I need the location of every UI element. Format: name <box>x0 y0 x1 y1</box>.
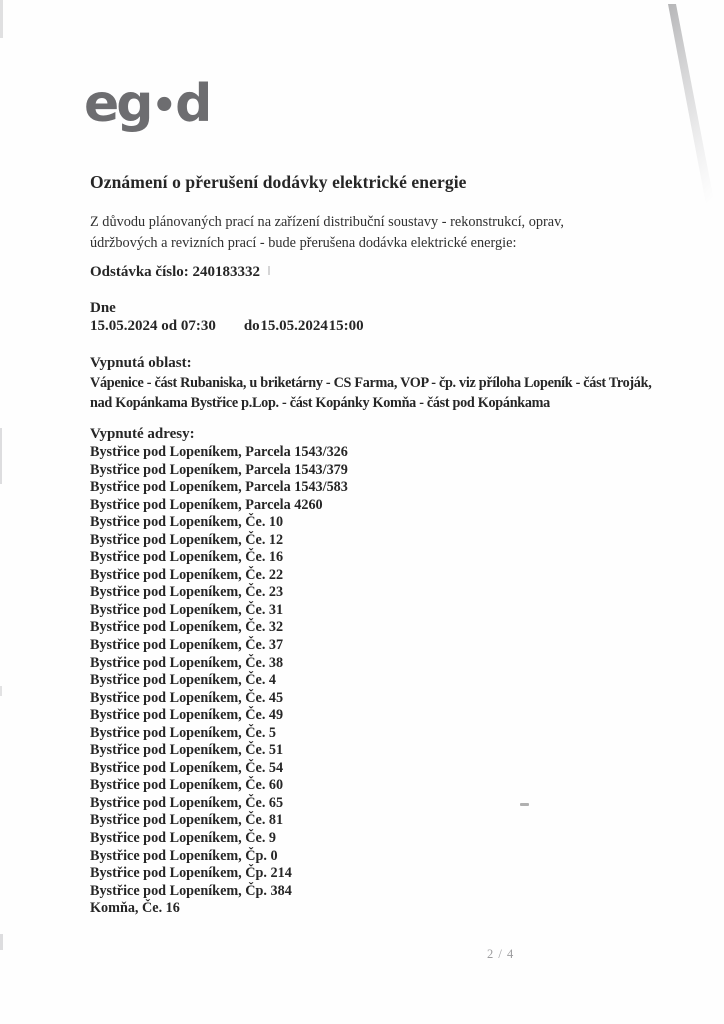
address-item: Bystřice pod Lopeníkem, Če. 37 <box>90 637 284 654</box>
address-item: Bystřice pod Lopeníkem, Če. 9 <box>90 830 277 847</box>
address-item: Bystřice pod Lopeníkem, Če. 10 <box>90 514 284 531</box>
address-item: Bystřice pod Lopeníkem, Če. 81 <box>90 812 284 829</box>
egd-logo <box>84 74 210 134</box>
address-item: Bystřice pod Lopeníkem, Parcela 1543/326 <box>90 444 348 460</box>
address-item: Bystřice pod Lopeníkem, Če. 45 <box>90 689 284 706</box>
page-number: 2 / 4 <box>487 947 515 961</box>
address-item: Bystřice pod Lopeníkem, Če. 4 <box>90 672 277 689</box>
document-title: Oznámení o přerušení dodávky elektrické energie <box>90 172 467 192</box>
intro-paragraph: Z důvodu plánovaných prací na zařízení distribuční soustavy - rekonstrukcí, oprav, údržbových a revizních prací - bude přerušena dodávka elektrické energie: <box>90 214 564 251</box>
affected-area-line: nad Kopánkama Bystřice p.Lop. - část Kopánky Komňa - část pod Kopánkama <box>90 394 550 411</box>
address-item: Bystřice pod Lopeníkem, Če. 16 <box>90 549 284 566</box>
address-item: Bystřice pod Lopeníkem, Parcela 1543/583 <box>90 479 348 496</box>
scan-edge-artifact <box>0 686 2 696</box>
address-item: Bystřice pod Lopeníkem, Če. 5 <box>90 724 277 741</box>
egd-logo-dot-icon: • <box>151 83 175 129</box>
scan-edge-artifact <box>0 428 2 484</box>
address-item: Komňa, Če. 16 <box>90 900 180 917</box>
outage-date-from: 15.05.2024 od 07:30 <box>90 318 216 334</box>
address-item: Bystřice pod Lopeníkem, Čp. 0 <box>90 847 278 864</box>
egd-logo-text-right: d <box>175 74 210 134</box>
outage-date-line <box>90 318 364 335</box>
page-fold-artifact <box>624 0 724 240</box>
address-item: Bystřice pod Lopeníkem, Čp. 214 <box>90 865 292 882</box>
affected-area-text <box>90 374 651 413</box>
affected-area-label: Vypnutá oblast: <box>90 355 192 371</box>
date-section-label: Dne <box>90 300 116 316</box>
scan-edge-artifact <box>0 0 3 38</box>
address-item: Bystřice pod Lopeníkem, Če. 51 <box>90 742 284 759</box>
address-item: Bystřice pod Lopeníkem, Čp. 384 <box>90 882 292 899</box>
scan-smudge-artifact <box>520 803 529 806</box>
addresses-label: Vypnuté adresy: <box>90 426 195 442</box>
scan-smudge-artifact <box>268 266 270 275</box>
address-item: Bystřice pod Lopeníkem, Če. 12 <box>90 531 284 548</box>
address-item: Bystřice pod Lopeníkem, Če. 49 <box>90 707 284 724</box>
address-item: Bystřice pod Lopeníkem, Če. 22 <box>90 566 284 583</box>
affected-area-line: Vápenice - část Rubaniska, u briketárny - CS Farma, VOP - čp. viz příloha Lopeník - část Troják, <box>90 375 652 391</box>
scan-edge-artifact <box>0 934 3 950</box>
address-item: Bystřice pod Lopeníkem, Če. 38 <box>90 654 284 671</box>
address-item: Bystřice pod Lopeníkem, Če. 54 <box>90 759 284 776</box>
address-item: Bystřice pod Lopeníkem, Če. 60 <box>90 777 284 794</box>
outage-number: Odstávka číslo: 240183332 <box>90 264 261 280</box>
address-list <box>90 444 348 918</box>
address-item: Bystřice pod Lopeníkem, Če. 32 <box>90 619 284 636</box>
address-item: Bystřice pod Lopeníkem, Če. 31 <box>90 601 284 618</box>
egd-logo-text-left: eg <box>84 74 151 134</box>
address-item: Bystřice pod Lopeníkem, Če. 23 <box>90 584 284 601</box>
address-item: Bystřice pod Lopeníkem, Parcela 4260 <box>90 496 323 513</box>
outage-date-to: do 15.05.2024 15:00 <box>243 318 364 334</box>
address-item: Bystřice pod Lopeníkem, Parcela 1543/379 <box>90 461 348 478</box>
address-item: Bystřice pod Lopeníkem, Če. 65 <box>90 794 284 811</box>
